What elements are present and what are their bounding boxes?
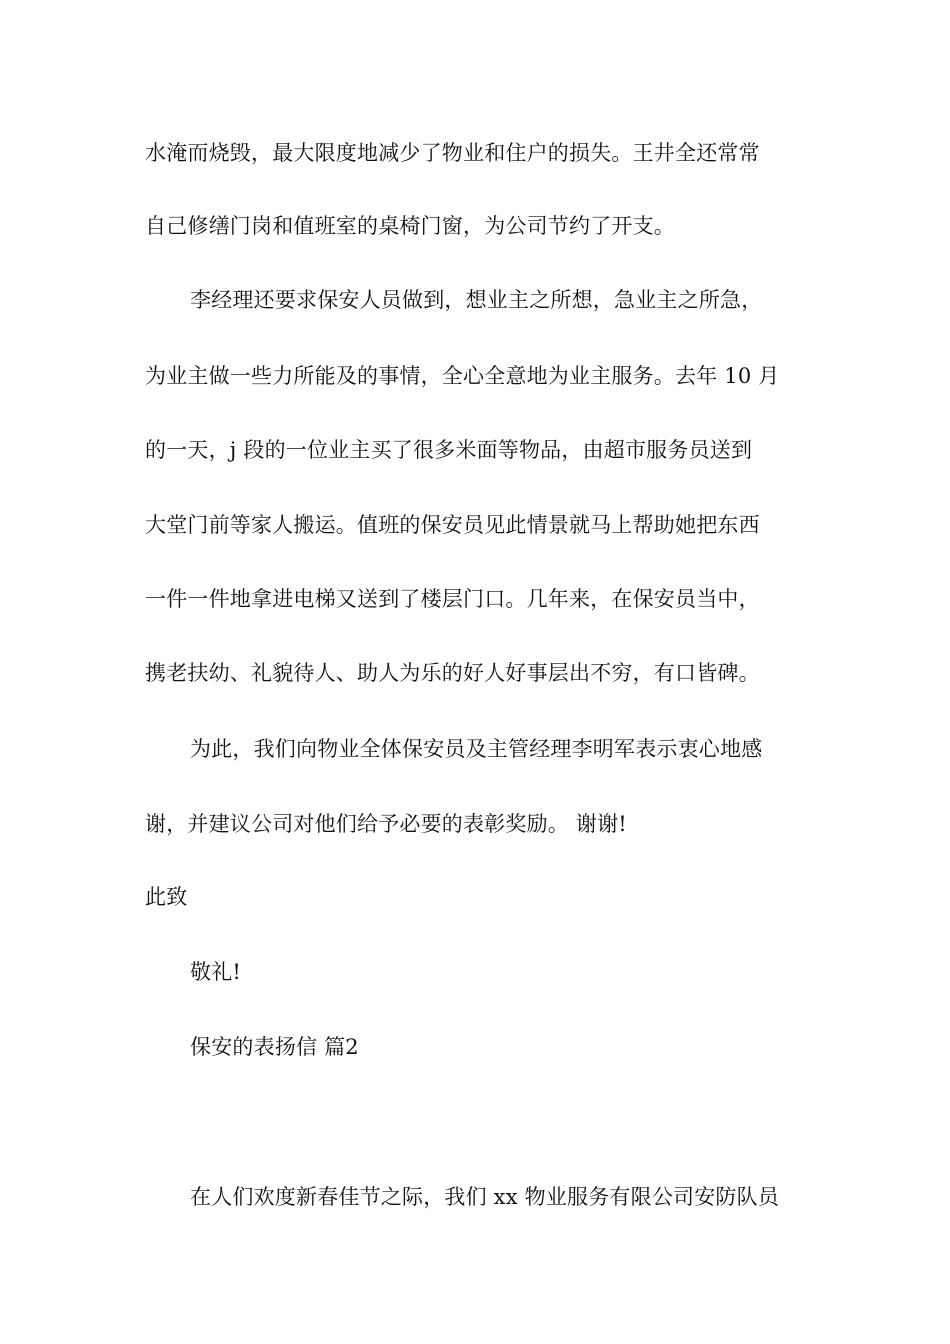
paragraph-line: 为此，我们向物业全体保安员及主管经理李明军表示衷心地感 [190,737,763,761]
closing-regards: 敬礼! [190,960,242,984]
paragraph-line: 在人们欢度新春佳节之际，我们 xx 物业服务有限公司安防队员 [190,1185,780,1209]
closing-salutation: 此致 [145,885,188,909]
paragraph-line: 水淹而烧毁，最大限度地减少了物业和住户的损失。王井全还常常 [145,141,760,165]
paragraph-line: 携老扶幼、礼貌待人、助人为乐的好人好事层出不穷，有口皆碑。 [145,661,760,685]
paragraph-line: 大堂门前等家人搬运。值班的保安员见此情景就马上帮助她把东西 [145,513,760,537]
paragraph-line: 为业主做一些力所能及的事情，全心全意地为业主服务。去年 10 月 [145,364,780,388]
paragraph-line: 自己修缮门岗和值班室的桌椅门窗，为公司节约了开支。 [145,214,675,238]
paragraph-line: 李经理还要求保安人员做到，想业主之所想，急业主之所急， [190,288,763,312]
paragraph-line: 一件一件地拿进电梯又送到了楼层门口。几年来，在保安员当中， [145,587,760,611]
paragraph-line: 谢，并建议公司对他们给予必要的表彰奖励。 谢谢! [145,812,627,836]
paragraph-line: 的一天，j 段的一位业主买了很多米面等物品，由超市服务员送到 [145,438,753,462]
section-heading: 保安的表扬信 篇2 [190,1035,359,1059]
